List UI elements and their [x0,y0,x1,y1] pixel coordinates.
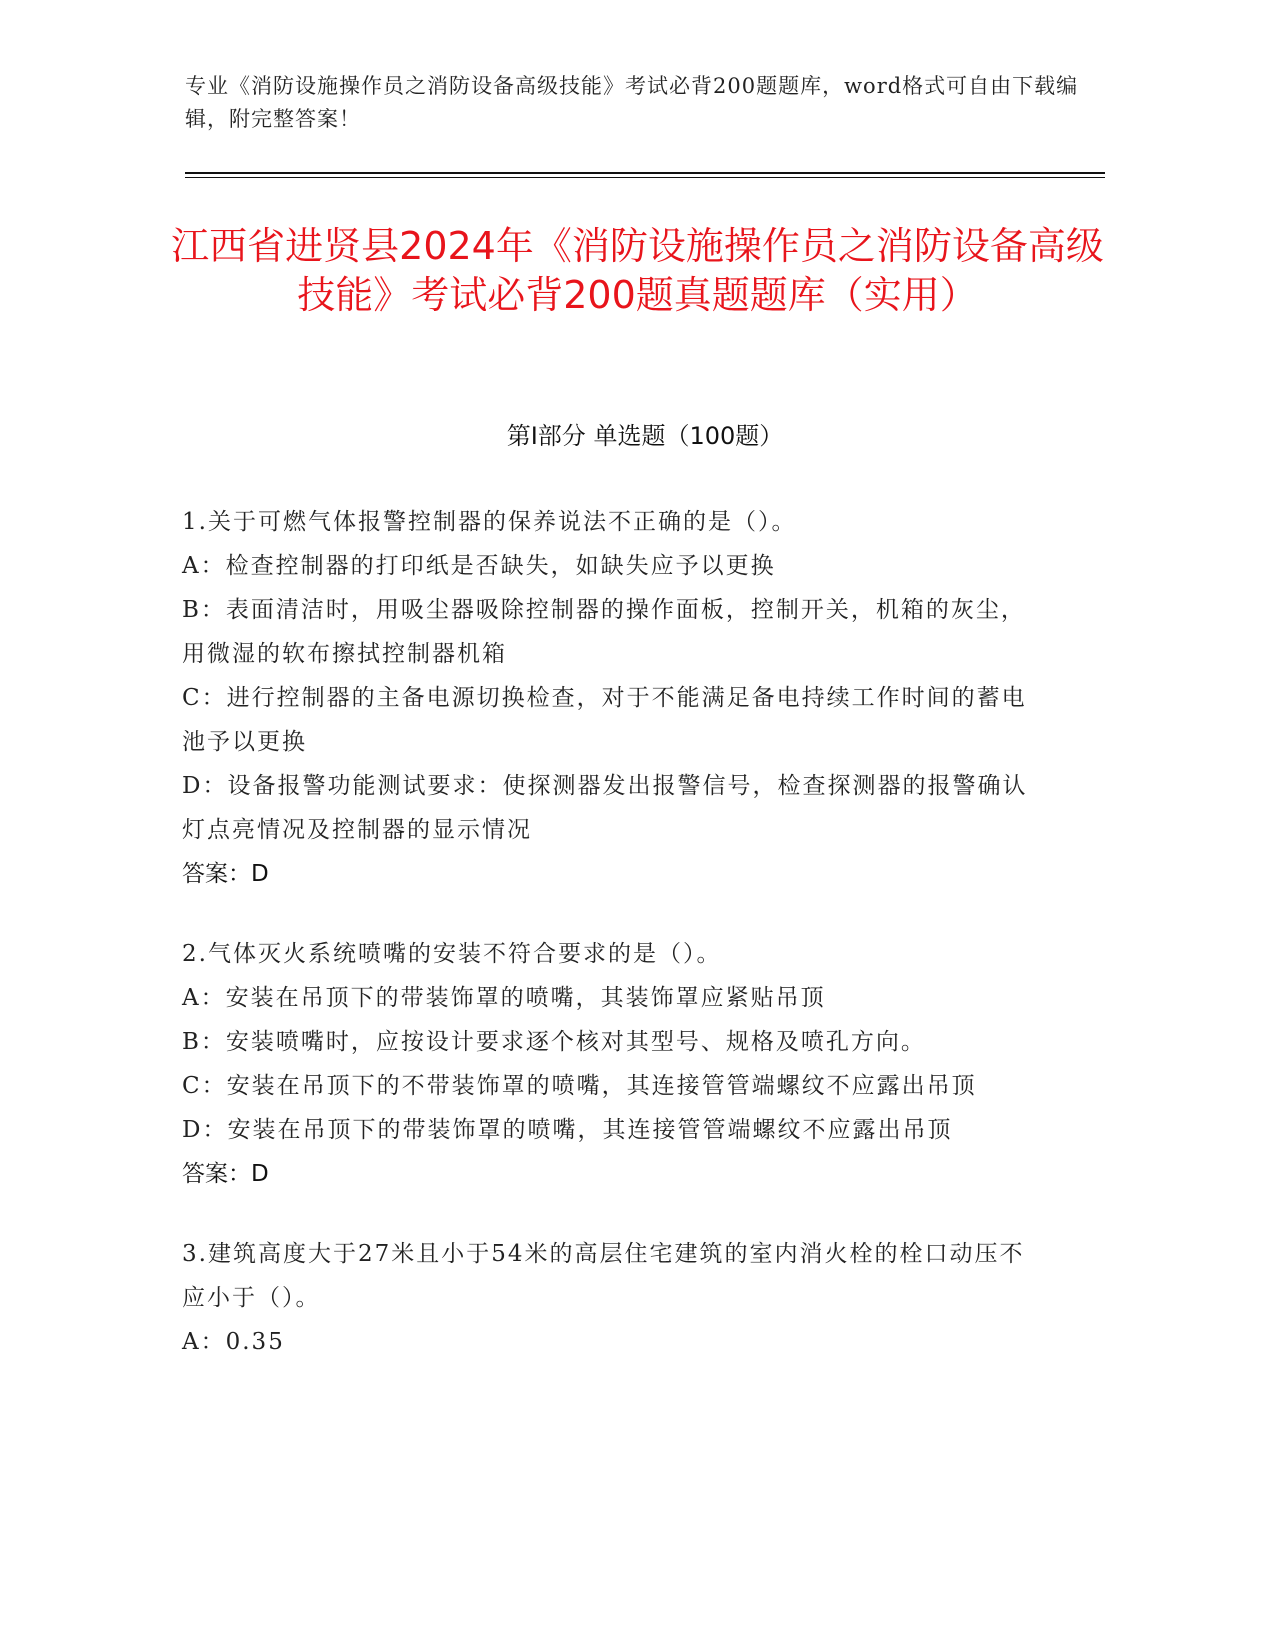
option-a: A：检查控制器的打印纸是否缺失，如缺失应予以更换 [182,553,776,579]
document-title: 江西省进贤县2024年《消防设施操作员之消防设备高级技能》考试必背200题真题题库（实用） [171,224,1104,317]
header-divider-thin [185,177,1105,178]
option-c: C：安装在吊顶下的不带装饰罩的喷嘴，其连接管管端螺纹不应露出吊顶 [182,1073,977,1099]
option-d: D：设备报警功能测试要求：使探测器发出报警信号，检查探测器的报警确认灯点亮情况及控制器的显示情况 [182,773,1028,843]
question-stem: 3.建筑高度大于27米且小于54米的高层住宅建筑的室内消火栓的栓口动压不应小于（）。 [182,1241,1025,1311]
answer: 答案：D [182,1161,269,1187]
question-stem: 1.关于可燃气体报警控制器的保养说法不正确的是（）。 [182,509,797,535]
question-1 [182,500,1042,896]
option-c: C：进行控制器的主备电源切换检查，对于不能满足备电持续工作时间的蓄电池予以更换 [182,685,1027,755]
question-2 [182,932,1042,1196]
option-b: B：表面清洁时，用吸尘器吸除控制器的操作面板，控制开关，机箱的灰尘，用微湿的软布擦拭控制器机箱 [182,597,1026,667]
header-divider-thick [185,172,1105,174]
answer: 答案：D [182,861,269,887]
question-3 [182,1232,1042,1364]
option-b: B：安装喷嘴时，应按设计要求逐个核对其型号、规格及喷孔方向。 [182,1029,926,1055]
option-d: D：安装在吊顶下的带装饰罩的喷嘴，其连接管管端螺纹不应露出吊顶 [182,1117,953,1143]
question-stem: 2.气体灭火系统喷嘴的安装不符合要求的是（）。 [182,941,722,967]
question-list [182,500,1042,1400]
header-note: 专业《消防设施操作员之消防设备高级技能》考试必背200题题库，word格式可自由下载编辑，附完整答案！ [185,74,1079,131]
section-heading: 第Ⅰ部分 单选题（100题） [506,422,784,450]
option-a: A：0.35 [182,1329,285,1355]
option-a: A：安装在吊顶下的带装饰罩的喷嘴，其装饰罩应紧贴吊顶 [182,985,826,1011]
